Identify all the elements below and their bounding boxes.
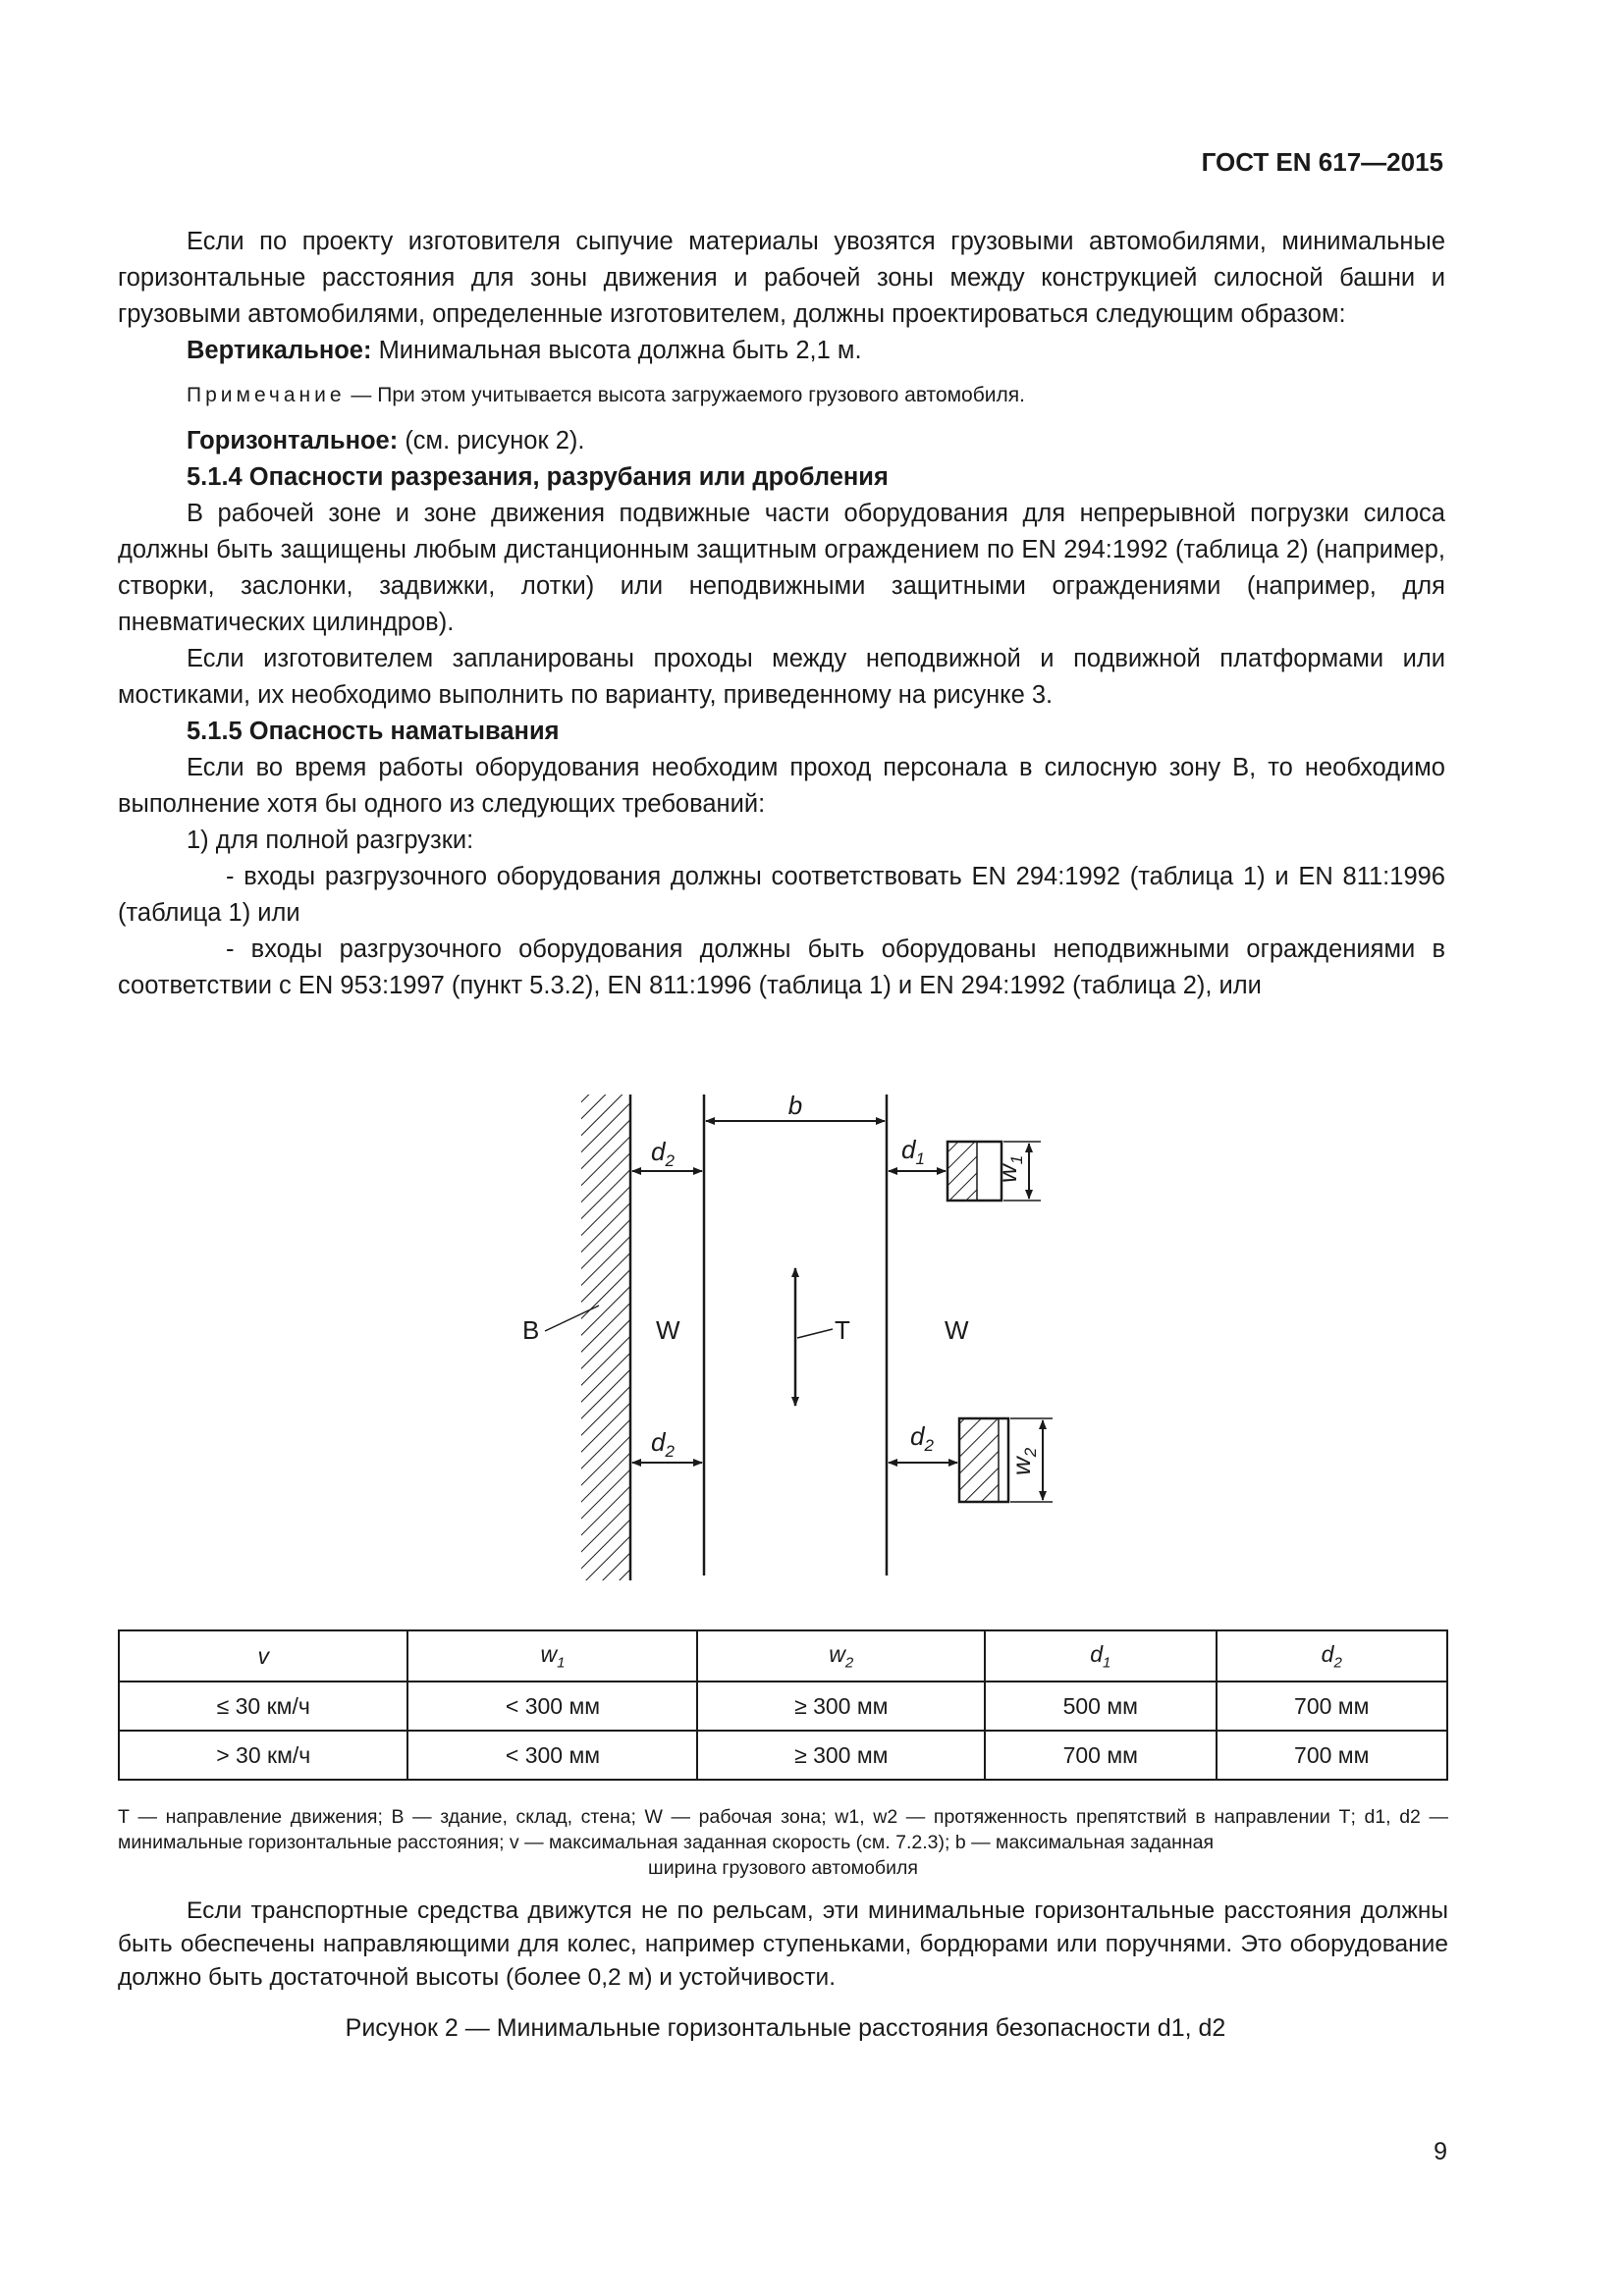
table-header-cell: $d_1$	[985, 1630, 1216, 1682]
d2-bottom-label: $d_2$	[651, 1427, 675, 1461]
document-code: ГОСТ EN 617—2015	[1201, 147, 1443, 177]
table-cell: ≤ 30 км/ч	[119, 1682, 407, 1731]
table-cell: > 30 км/ч	[119, 1731, 407, 1780]
dash-item-2: - входы разгрузочного оборудования должны быть оборудованы неподвижными ограждениями в соответствии с EN 953:1997 (пункт 5.3.2), EN 811:1996 (таблица 1) и EN 294:1992 (таблица 2), или	[118, 935, 1445, 999]
list-item-1: 1) для полной разгрузки:	[187, 827, 474, 854]
obstacle-2-hatch	[959, 1418, 999, 1502]
paragraph-5-1-4-a: В рабочей зоне и зоне движения подвижные части оборудования для непрерывной погрузки силоса должны быть защищены любым дистанционным защитным ограждением по EN 294:1992 (таблица 2) (например, створки, заслонки, задвижки, лотки) или неподвижными защитными ограждениями (например, для пневматических цилиндров).	[118, 500, 1445, 636]
paragraph-trucks: Если по проекту изготовителя сыпучие материалы увозятся грузовыми автомобилями, минимальные горизонтальные расстояния для зоны движения и рабочей зоны между конструкцией силосной башни и грузовыми автомобилями, определенные изготовителем, должны проектироваться следующим образом:	[118, 228, 1445, 328]
horizontal-label: Горизонтальное:	[187, 427, 399, 454]
table-cell: ≥ 300 мм	[697, 1731, 985, 1780]
note-text: — При этом учитывается высота загружаемого грузового автомобиля.	[345, 384, 1025, 406]
dash-item-1: - входы разгрузочного оборудования должны соответствовать EN 294:1992 (таблица 1) и EN 811:1996 (таблица 1) или	[118, 863, 1445, 927]
paragraph-rails: Если транспортные средства движутся не по рельсам, эти минимальные горизонтальные расстояния должны быть обеспечены направляющими для колес, например ступеньками, бордюрами или поручнями. Это оборудование должно быть достаточной высоты (более 0,2 м) и устойчивости.	[118, 1897, 1448, 1991]
table-header-cell: $w_1$	[407, 1630, 697, 1682]
paragraph-5-1-4-b: Если изготовителем запланированы проходы между неподвижной и подвижной платформами или мостиками, их необходимо выполнить по варианту, приведенному на рисунке 3.	[118, 645, 1445, 709]
d2-top-label: $d_2$	[651, 1137, 675, 1170]
w-zone-right-label: W	[945, 1315, 969, 1345]
after-figure-text	[118, 1895, 1448, 1995]
section-5-1-5-heading: 5.1.5 Опасность наматывания	[187, 718, 560, 745]
table-header-cell: $w_2$	[697, 1630, 985, 1682]
legend-line-1: Т — направление движения; В — здание, склад, стена; W — рабочая зона; w1, w2 — протяженность препятствий в направлении Т;	[118, 1806, 1356, 1828]
vertical-text: Минимальная высота должна быть 2,1 м.	[371, 337, 862, 364]
legend-line-3: ширина грузового автомобиля	[648, 1857, 918, 1879]
table-cell: 500 мм	[985, 1682, 1216, 1731]
table-header-cell: $d_2$	[1217, 1630, 1448, 1682]
b-building-label: B	[522, 1315, 540, 1345]
w1-label: $w_1$	[993, 1154, 1026, 1183]
table-row	[119, 1731, 1447, 1780]
distance-table	[118, 1629, 1448, 1781]
table-cell: < 300 мм	[407, 1682, 697, 1731]
table-row	[119, 1682, 1447, 1731]
horizontal-text: (см. рисунок 2).	[398, 427, 585, 454]
t-label: T	[835, 1315, 850, 1345]
legend-line-2: d1, d2 — минимальные горизонтальные расстояния; v — максимальная заданная скорость (см. 7.2.3); b — максимальная заданная	[118, 1806, 1448, 1853]
d1-label: $d_1$	[901, 1135, 925, 1168]
b-label: b	[787, 1091, 803, 1120]
table-cell: 700 мм	[1217, 1731, 1448, 1780]
figure-legend	[118, 1804, 1448, 1881]
table-header-cell: v	[119, 1630, 407, 1682]
table-cell: 700 мм	[1217, 1682, 1448, 1731]
figure-caption: Рисунок 2 — Минимальные горизонтальные расстояния безопасности d1, d2	[345, 2014, 1226, 2042]
d2-right-label: $d_2$	[910, 1421, 934, 1455]
table-cell: 700 мм	[985, 1731, 1216, 1780]
table-cell: ≥ 300 мм	[697, 1682, 985, 1731]
w2-label: $w_2$	[1006, 1447, 1040, 1475]
table-cell: < 300 мм	[407, 1731, 697, 1780]
page-number: 9	[1434, 2138, 1447, 2165]
obstacle-1-hatch	[947, 1142, 977, 1201]
vertical-label: Вертикальное:	[187, 337, 372, 364]
paragraph-5-1-5-a: Если во время работы оборудования необходим проход персонала в силосную зону В, то необходимо выполнение хотя бы одного из следующих требований:	[118, 754, 1445, 818]
note-label: Примечание	[187, 384, 346, 406]
wall-hatch	[581, 1095, 630, 1580]
w-zone-left-label: W	[656, 1315, 680, 1345]
section-5-1-4-heading: 5.1.4 Опасности разрезания, разрубания или дробления	[187, 463, 889, 491]
table-header-row	[119, 1630, 1447, 1682]
